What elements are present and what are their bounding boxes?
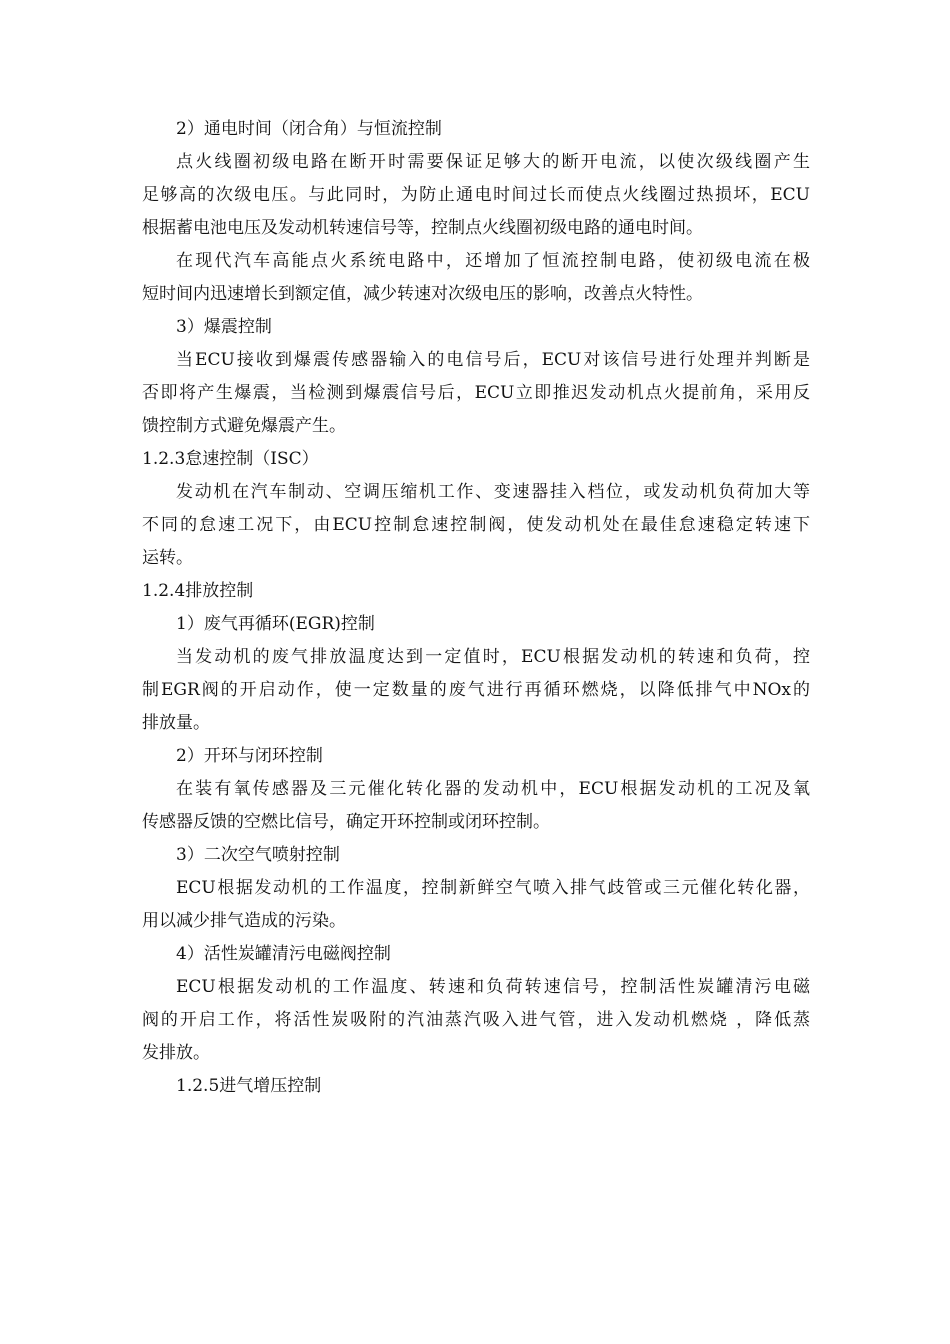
paragraph-line: ECU根据发动机的工作温度，控制新鲜空气喷入排气歧管或三元催化转化器， (176, 878, 810, 898)
paragraph-line: 当发动机的废气排放温度达到一定值时，ECU根据发动机的转速和负荷，控 (176, 647, 810, 667)
paragraph-line: 排放量。 (142, 713, 210, 733)
paragraph-line: ECU根据发动机的工作温度、转速和负荷转速信号，控制活性炭罐清污电磁 (176, 977, 810, 997)
paragraph-line: 用以减少排气造成的污染。 (142, 911, 346, 931)
paragraph-line: 在装有氧传感器及三元催化转化器的发动机中，ECU根据发动机的工况及氧 (176, 779, 810, 799)
paragraph-line: 根据蓄电池电压及发动机转速信号等，控制点火线圈初级电路的通电时间。 (142, 218, 703, 238)
paragraph-line: 在现代汽车高能点火系统电路中，还增加了恒流控制电路，使初级电流在极 (176, 251, 810, 271)
paragraph-line: 阀的开启工作，将活性炭吸附的汽油蒸汽吸入进气管，进入发动机燃烧 ，降低蒸 (142, 1010, 810, 1030)
paragraph-line: 短时间内迅速增长到额定值，减少转速对次级电压的影响，改善点火特性。 (142, 284, 703, 304)
subheading-egr-control: 1）废气再循环(EGR)控制 (176, 614, 375, 634)
paragraph-line: 足够高的次级电压。与此同时，为防止通电时间过长而使点火线圈过热损坏，ECU (142, 185, 810, 205)
subheading-knock-control: 3）爆震控制 (176, 317, 272, 337)
section-heading-idle-control: 1.2.3怠速控制（ISC） (142, 449, 319, 469)
paragraph-line: 点火线圈初级电路在断开时需要保证足够大的断开电流，以使次级线圈产生 (176, 152, 810, 172)
section-heading-boost-control: 1.2.5进气增压控制 (176, 1076, 322, 1096)
section-heading-emission-control: 1.2.4排放控制 (142, 581, 254, 601)
subheading-open-closed-loop: 2）开环与闭环控制 (176, 746, 323, 766)
paragraph-line: 发排放。 (142, 1043, 210, 1063)
paragraph-line: 传感器反馈的空燃比信号，确定开环控制或闭环控制。 (142, 812, 550, 832)
document-body (142, 119, 810, 1109)
subheading-canister-purge: 4）活性炭罐清污电磁阀控制 (176, 944, 391, 964)
paragraph-line: 当ECU接收到爆震传感器输入的电信号后，ECU对该信号进行处理并判断是 (176, 350, 810, 370)
subheading-dwell-time: 2）通电时间（闭合角）与恒流控制 (176, 119, 442, 139)
paragraph-line: 不同的怠速工况下，由ECU控制怠速控制阀，使发动机处在最佳怠速稳定转速下 (142, 515, 810, 535)
subheading-secondary-air: 3）二次空气喷射控制 (176, 845, 340, 865)
paragraph-line: 馈控制方式避免爆震产生。 (142, 416, 346, 436)
paragraph-line: 否即将产生爆震，当检测到爆震信号后，ECU立即推迟发动机点火提前角，采用反 (142, 383, 810, 403)
paragraph-line: 制EGR阀的开启动作，使一定数量的废气进行再循环燃烧，以降低排气中NOx的 (142, 680, 810, 700)
paragraph-line: 运转。 (142, 548, 193, 568)
paragraph-line: 发动机在汽车制动、空调压缩机工作、变速器挂入档位，或发动机负荷加大等 (176, 482, 810, 502)
